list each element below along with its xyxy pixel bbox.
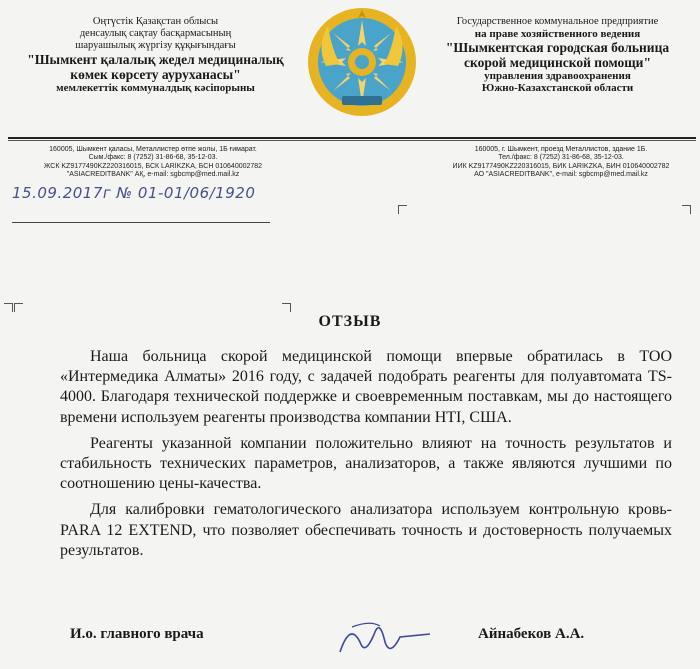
handwritten-signature-icon bbox=[330, 612, 440, 662]
header-right-line3: управления здравоохранения bbox=[484, 70, 631, 82]
paragraph: Для калибровки гематологического анализатора используем контрольную кровь-PARA 12 EXTEND, что позволяет обеспечивать точность и достоверность получаемых результатов. bbox=[60, 501, 672, 559]
header-right-org-name: "Шымкентская городская больница скорой медицинской помощи" bbox=[445, 40, 670, 70]
header-left-line4: мемлекеттік коммуналдық кәсіпорыны bbox=[56, 82, 255, 94]
header-left-line3: шаруашылық жүргізу құқығындағы bbox=[75, 40, 236, 51]
corner-mark bbox=[14, 303, 23, 312]
reference-number: 15.09.2017г № 01-01/06/1920 bbox=[12, 184, 256, 202]
address-left bbox=[18, 146, 288, 180]
paragraph: Реагенты указанной компании положительно влияют на точность результатов и стабильность технических параметров, анализаторов, а также являются лучшими по соотношению цены-качества. bbox=[60, 434, 672, 493]
address-right-line2: Тел./факс: 8 (7252) 31-86-68, 35-12-03. bbox=[498, 154, 624, 162]
header-left-line1: Оңтүстік Қазақстан облысы bbox=[92, 16, 219, 27]
address-right-line1: 160005, г. Шымкент, проезд Металлистов, здание 1Б. bbox=[474, 146, 648, 153]
corner-mark bbox=[4, 303, 13, 312]
reference-underline bbox=[12, 222, 270, 223]
address-right-line3: ИИК KZ9177490KZ220316015, БИК LARIKZKA, БИН 010640002782 bbox=[452, 162, 670, 170]
header-left-line2: денсаулық сақтау басқармасының bbox=[79, 28, 232, 39]
state-emblem-icon bbox=[306, 6, 418, 118]
header-divider bbox=[8, 137, 696, 139]
header-right bbox=[425, 16, 690, 94]
signer-title: И.о. главного врача bbox=[70, 626, 204, 642]
header-divider-thin bbox=[8, 140, 696, 141]
address-left-line2: Сым./факс: 8 (7252) 31-86-68, 35-12-03. bbox=[88, 154, 218, 162]
address-right bbox=[430, 146, 692, 180]
address-left-line3: ЖСК KZ9177490KZ220316015, БСК LARIKZKA, БСН 010640002782 bbox=[43, 162, 263, 170]
address-left-line4: "ASIACREDITBANK" АҚ, e-mail: sgbcmp@med.mail.kz bbox=[66, 171, 240, 179]
document-body bbox=[60, 347, 672, 567]
paragraph: Наша больница скорой медицинской помощи впервые обратилась в ТОО «Интермедика Алматы» 2016 году, с задачей подобрать реагенты для полуавтомата TS-4000. Благодаря технической поддержке и своевременным поставкам, мы до настоящего времени используем реагенты производства компании HTI, США. bbox=[60, 348, 672, 426]
document-title: ОТЗЫВ bbox=[318, 313, 382, 330]
corner-mark bbox=[682, 205, 691, 214]
header-right-line2: на праве хозяйственного ведения bbox=[474, 28, 641, 40]
header-right-line1: Государственное коммунальное предприятие bbox=[456, 16, 659, 27]
header-left-org-name: "Шымкент қалалық жедел медициналық көмек көрсету ауруханасы" bbox=[27, 52, 284, 82]
corner-mark bbox=[398, 205, 407, 214]
address-left-line1: 160005, Шымкент қаласы, Металлистер өтпе жолы, 1Б ғимарат. bbox=[49, 146, 257, 153]
header-left bbox=[8, 16, 303, 94]
signer-name: Айнабеков А.А. bbox=[478, 626, 585, 642]
address-right-line4: АО "ASIACREDITBANK", e-mail: sgbcmp@med.mail.kz bbox=[474, 171, 648, 179]
corner-mark bbox=[282, 303, 291, 312]
header-right-line4: Южно-Казахстанской области bbox=[481, 82, 634, 94]
